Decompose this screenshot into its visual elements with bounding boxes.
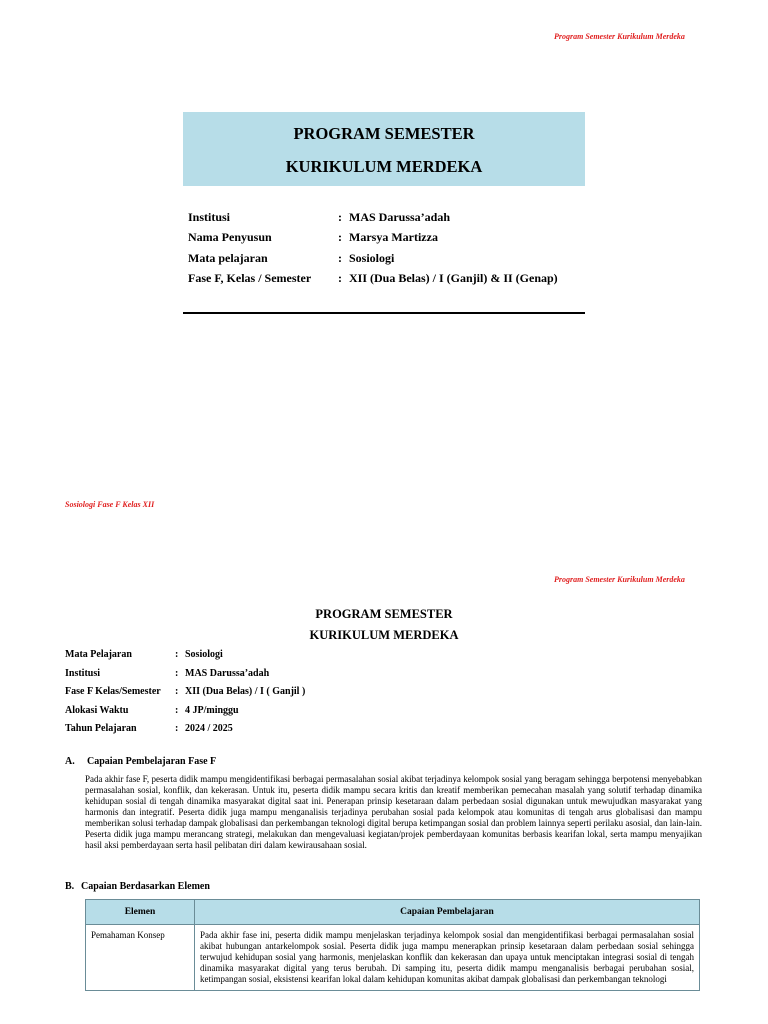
page2-info-label: Mata Pelajaran [65,649,132,660]
cover-info-label: Mata pelajaran [188,250,268,265]
cover-title-line1: PROGRAM SEMESTER [293,124,475,143]
cover-info-colon: : [338,270,342,285]
page1-running-header: Program Semester Kurikulum Merdeka [554,32,685,41]
cover-info-label: Fase F, Kelas / Semester [188,270,312,285]
page2-info-label: Institusi [65,667,101,679]
page2-info-value: XII (Dua Belas) / I ( Ganjil ) [185,686,306,697]
section-b-marker: B. [65,881,75,892]
cover-info-row [188,251,558,271]
page2-info-colon: : [175,649,179,660]
cover-info-value: XII (Dua Belas) / I (Ganjil) & II (Genap) [349,270,558,285]
page2-running-header: Program Semester Kurikulum Merdeka [554,575,685,584]
capaian-table [85,899,700,991]
page2-info-value: 4 JP/minggu [185,704,239,716]
cover-info-value: Marsya Martizza [349,230,438,245]
cover-info-colon: : [338,210,342,224]
cover-info-row [188,271,558,291]
page1-footer: Sosiologi Fase F Kelas XII [65,500,155,509]
capaian-table-header-row [86,900,700,925]
section-b-title: Capaian Berdasarkan Elemen [81,881,210,892]
page2-info-row [65,705,305,724]
cover-title-box [183,112,585,186]
cover-info-label: Nama Penyusun [188,230,272,245]
cover-info-colon: : [338,230,342,245]
page2-info-colon: : [175,704,179,716]
section-a-heading [65,756,216,767]
page2-info-row [65,668,305,687]
page2-info-colon: : [175,723,179,734]
section-a-paragraph: Pada akhir fase F, peserta didik mampu mengidentifikasi berbagai permasalahan sosial akibat terjadinya kelompok sosial yang beragam sehingga berpotensi menyebabkan permasalahan sosial, konflik, dan kekerasan. Untuk itu, peserta didik mampu secara kritis dan kreatif memberikan pemecahan masalah yang solutif terhadap dinamika kehidupan sosial di tengah dinamika masyarakat digital saat ini. Penerapan prinsip kesetaraan dalam perbedaan sosial digunakan untuk mewujudkan masyarakat yang harmonis dan integratif. Peserta didik juga mampu menganalisis terjadinya perubahan sosial pada kelompok atau komunitas di tengah arus globalisasi dan mampu memberikan solusi terhadap dampak globalisasi dan perkembangan teknologi digital berupa ketimpangan sosial dan problem lainnya seperti perilaku asosial, dan lain-lain. Peserta didik juga mampu merancang strategi, melakukan dan mengevaluasi kegiatan/projek pemberdayaan komunitas berbasis kearifan lokal, serta mampu menyajikan hasil aksi pemberdayaan serta hasil pelibatan diri dalam kewirausahaan sosial. [85,774,702,850]
cover-title-line2: KURIKULUM MERDEKA [285,157,483,176]
page2-title-line2: KURIKULUM MERDEKA [309,628,459,642]
cover-info-label: Institusi [188,210,231,224]
section-a-title: Capaian Pembelajaran Fase F [87,756,217,767]
cover-info-colon: : [338,250,342,265]
section-a-marker: A. [65,756,75,767]
cover-info-value: Sosiologi [349,250,395,265]
page2-info-block [65,649,305,742]
section-b-heading [65,881,210,892]
table-cell-capaian: Pada akhir fase ini, peserta didik mampu menjelaskan terjadinya kelompok sosial dan mengidentifikasi berbagai permasalahan sosial akibat hubungan antarkelompok sosial. Peserta didik juga mampu menerapkan prinsip kesetaraan dalam perbedaan sosial sehingga terwujud kehidupan sosial yang harmonis, menjelaskan konflik dan kekerasan dan upaya untuk menciptakan integrasi sosial di tengah dinamika masyarakat digital yang terus berubah. Di samping itu, peserta didik mampu menganalisis berbagai perubahan sosial, ketimpangan sosial, eksistensi kearifan lokal dalam kehidupan komunitas akibat dampak globalisasi dan perkembangan teknologi [195,925,700,991]
table-header-capaian: Capaian Pembelajaran [195,900,700,925]
page2-info-colon: : [175,667,179,679]
cover-info-row [188,230,558,250]
page2-info-label: Tahun Pelajaran [65,723,137,734]
page2-info-row [65,649,305,668]
page2-info-colon: : [175,686,179,697]
cover-divider [183,312,585,314]
page2-info-label: Fase F Kelas/Semester [65,686,161,697]
cover-info-row [188,210,558,230]
table-header-elemen: Elemen [86,900,195,925]
page2-info-row [65,723,305,742]
table-cell-elemen: Pemahaman Konsep [86,925,195,991]
page2-info-value: 2024 / 2025 [185,723,233,734]
cover-info-value: MAS Darussa’adah [349,210,451,224]
page2-info-value: Sosiologi [185,649,223,660]
page2-title-line1: PROGRAM SEMESTER [315,607,453,621]
cover-info-block [188,210,558,291]
page2-info-label: Alokasi Waktu [65,704,129,716]
table-row [86,925,700,991]
page2-info-row [65,686,305,705]
page2-info-value: MAS Darussa’adah [185,667,270,679]
